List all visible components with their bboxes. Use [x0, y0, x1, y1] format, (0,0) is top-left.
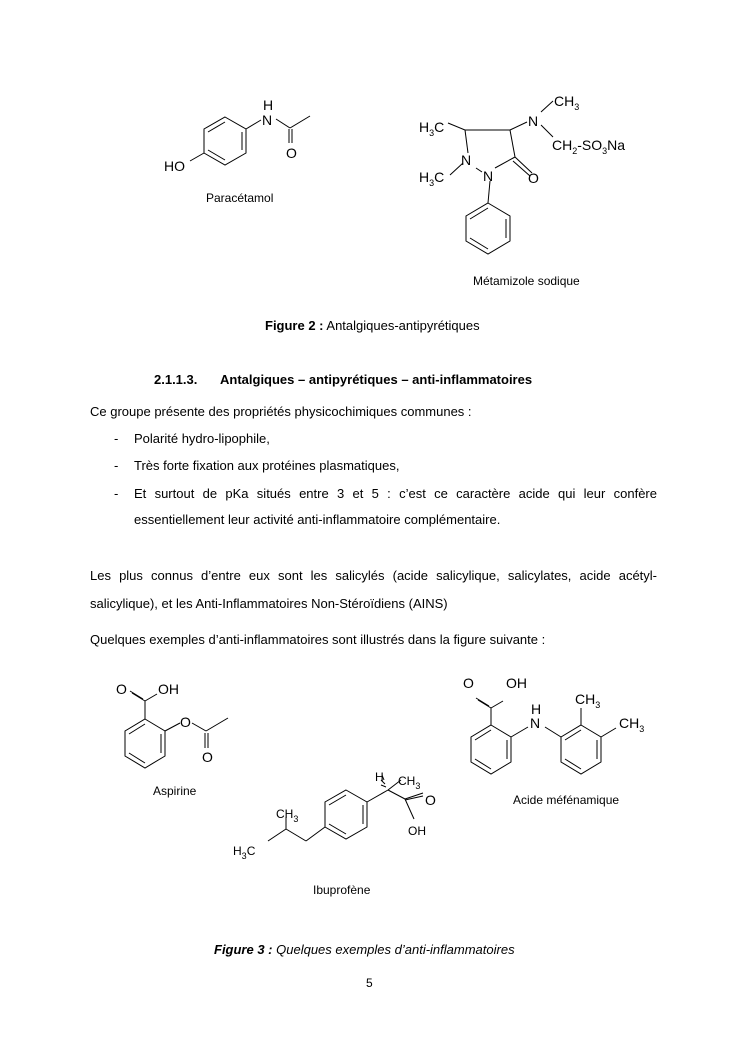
metamizole-label-ch3-top: $CH_3$ — [554, 93, 580, 112]
metamizole-label-o: O — [528, 170, 539, 186]
paracetamol-name: Paracétamol — [206, 191, 274, 205]
aspirine-label-o-carbonyl: O — [116, 681, 127, 697]
aspirine-label-o-ester: O — [180, 714, 191, 730]
metamizole-label-ch2so3na: $CH_2-SO_3Na$ — [552, 137, 626, 156]
paragraph-1-line-1: Les plus connus d’entre eux sont les salicylés (acide salicylique, salicylates, acide acétyl- — [90, 568, 657, 583]
metamizole-name: Métamizole sodique — [473, 274, 580, 288]
ibuprofene-label-ch3-alpha: $CH_3$ — [398, 774, 421, 791]
bullet-marker-3: - — [114, 486, 119, 501]
paragraph-1-line-2: salicylique), et les Anti-Inflammatoires Non-Stéroïdiens (AINS) — [90, 596, 448, 611]
paracetamol-label-ho: HO — [164, 158, 185, 174]
metamizole-structure — [415, 85, 655, 250]
figure-3-caption — [214, 942, 515, 957]
metamizole-label-n1: N — [461, 152, 472, 168]
figure-2-caption-text: Antalgiques-antipyrétiques — [323, 318, 480, 333]
mefenamique-label-oh: OH — [506, 675, 527, 691]
mefenamique-label-ch3-meta: $CH_3$ — [619, 715, 645, 734]
figure-3-caption-label: Figure 3 : — [214, 942, 273, 957]
ibuprofene-label-h: H — [375, 770, 384, 784]
section-heading — [154, 372, 532, 387]
metamizole-label-h3c-bottom: $H_3C$ — [419, 169, 445, 188]
bullet-marker-2: - — [114, 458, 119, 473]
ibuprofene-label-oh: OH — [408, 824, 426, 838]
aspirine-label-oh: OH — [158, 681, 179, 697]
section-number: 2.1.1.3. — [154, 372, 198, 387]
figure-3-caption-text: Quelques exemples d’anti-inflammatoires — [272, 942, 515, 957]
mefenamique-label-n: N — [530, 715, 541, 731]
bullet-item-3-continued: essentiellement leur activité anti-inflammatoire complémentaire. — [134, 512, 501, 527]
figure-2-caption — [265, 318, 480, 333]
acide-mefenamique-structure — [455, 670, 675, 785]
ibuprofene-structure — [230, 765, 450, 875]
metamizole-label-h3c-top: $H_3C$ — [419, 119, 445, 138]
metamizole-label-n2: N — [483, 168, 494, 184]
aspirine-name: Aspirine — [153, 784, 197, 798]
mefenamique-label-ch3-ortho: $CH_3$ — [575, 691, 601, 710]
ibuprofene-name: Ibuprofène — [313, 883, 371, 897]
ibuprofene-label-h3c: $H_3C$ — [233, 844, 256, 861]
acide-mefenamique-name: Acide méfénamique — [513, 793, 620, 807]
bullet-item-3: Et surtout de pKa situés entre 3 et 5 : c’est ce caractère acide qui leur confère — [134, 486, 657, 501]
paracetamol-label-o: O — [286, 145, 297, 161]
section-intro: Ce groupe présente des propriétés physicochimiques communes : — [90, 404, 472, 419]
paragraph-2: Quelques exemples d’anti-inflammatoires sont illustrés dans la figure suivante : — [90, 632, 546, 647]
paracetamol-label-h: H — [263, 97, 274, 113]
ibuprofene-label-ch3-isobutyl: $CH_3$ — [276, 807, 299, 824]
page-number: 5 — [366, 976, 373, 990]
paracetamol-label-n: N — [262, 112, 273, 128]
bullet-marker-1: - — [114, 431, 119, 446]
metamizole-label-n-amine: N — [528, 113, 539, 129]
ibuprofene-label-o: O — [425, 792, 436, 808]
figure-2-caption-label: Figure 2 : — [265, 318, 324, 333]
aspirine-label-o-acetyl: O — [202, 749, 213, 765]
mefenamique-label-h: H — [531, 701, 542, 717]
section-title: Antalgiques – antipyrétiques – anti-inflammatoires — [220, 372, 533, 387]
bullet-item-1: Polarité hydro-lipophile, — [134, 431, 270, 446]
bullet-item-2: Très forte fixation aux protéines plasmatiques, — [134, 458, 400, 473]
mefenamique-label-o: O — [463, 675, 474, 691]
paracetamol-structure — [150, 85, 350, 195]
